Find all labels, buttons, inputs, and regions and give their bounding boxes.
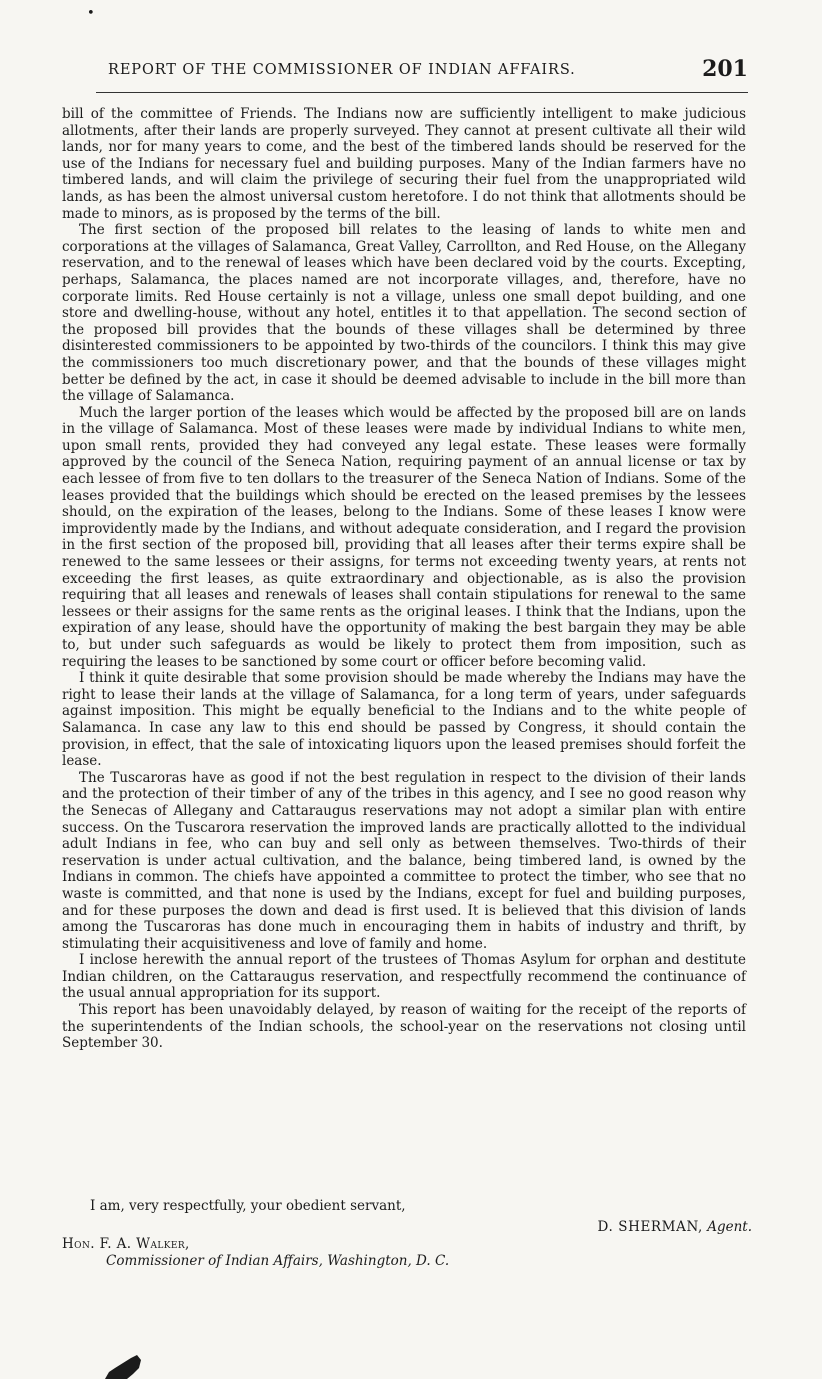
closing xyxy=(62,1198,746,1215)
header-rule xyxy=(96,92,748,93)
paragraph-lease-provision: I think it quite desirable that some provision should be made whereby the Indians may have the right to lease their lands at the village of Salamanca, for a long term of years, under safeguards against imposition. This might be equally beneficial to the Indians and to the white people of Salamanca. In case any law to this end should be passed by Congress, it should contain the provision, in effect, that the sale of intoxicating liquors upon the leased premises should forfeit the lease. xyxy=(62,670,746,770)
signature-title: Agent. xyxy=(707,1219,752,1235)
paragraph-leasing-villages: The first section of the proposed bill relates to the leasing of lands to white men and corporations at the villages of Salamanca, Great Valley, Carrollton, and Red House, on the Allegany reservation, and to the renewal of leases which have been declared void by the courts. Excepting, perhaps, Salamanca, the places named are not incorporate villages, and, therefore, have no corporate limits. Red House certainly is not a village, unless one small depot building, and one store and dwelling-house, without any hotel, entitles it to that appellation. The second section of the proposed bill provides that the bounds of these villages shall be determined by three disinterested commissioners to be appointed by two-thirds of the councilors. I think this may give the commissioners too much discretionary power, and that the bounds of these villages might better be defined by the act, in case it should be deemed advisable to include in the bill more than the village of Salamanca. xyxy=(62,222,746,405)
paragraph-salamanca-leases: Much the larger portion of the leases which would be affected by the proposed bill are on lands in the village of Salamanca. Most of these leases were made by individual Indians to white men, upon small rents, provided they had conveyed any legal estate. These leases were formally approved by the council of the Seneca Nation, requiring payment of an annual license or tax by each lessee of from five to ten dollars to the treasurer of the Seneca Nation of Indians. Some of the leases provided that the buildings which should be erected on the leased premises by the lessees should, on the expiration of the leases, belong to the Indians. Some of these leases I know were improvidently made by the Indians, and without adequate consideration, and I regard the provision in the first section of the proposed bill, providing that all leases after their terms expire shall be renewed to the same lessees or their assigns, for terms not exceeding twenty years, at rents not exceeding the first leases, as quite extraordinary and objectionable, as is also the provision requiring that all leases and renewals of leases shall contain stipulations for renewal to the same lessees or their assigns for the same rents as the original leases. I think that the Indians, upon the expiration of any lease, should have the opportunity of making the best bargain they may be able to, but under such safeguards as would be likely to protect them from imposition, such as requiring the leases to be sanctioned by some court or officer before becoming valid. xyxy=(62,404,746,670)
signature-name: D. SHERMAN, xyxy=(597,1219,703,1235)
signature-block xyxy=(598,1219,752,1235)
paragraph-tuscaroras: The Tuscaroras have as good if not the best regulation in respect to the division of their lands and the protection of their timber of any of the tribes in this agency, and I see no good reason why the Senecas of Allegany and Cattaraugus reservations may not adopt a similar plan with entire success. On the Tuscarora reservation the improved lands are practically allotted to the individual adult Indians in fee, who can buy and sell only as between themselves. Two-thirds of their reservation is under actual cultivation, and the balance, being timbered land, is owned by the Indians in common. The chiefs have appointed a committee to protect the timber, who see that no waste is committed, and that none is used by the Indians, except for fuel and building purposes, and for these purposes the down and dead is first used. It is believed that this division of lands among the Tuscaroras has done much in encouraging them in habits of industry and thrift, by stimulating their acquisitiveness and love of family and home. xyxy=(62,769,746,952)
report-body xyxy=(62,106,746,1052)
ink-blot-mark xyxy=(103,1354,145,1379)
stray-ink-dot: • xyxy=(87,6,95,21)
addressee-block xyxy=(62,1236,746,1270)
addressee-office: Commissioner of Indian Affairs, Washington, D. C. xyxy=(106,1253,450,1269)
running-head: REPORT OF THE COMMISSIONER OF INDIAN AFFAIRS. xyxy=(108,62,576,78)
page-header xyxy=(108,56,748,90)
page-number: 201 xyxy=(702,56,748,82)
addressee-name: Hon. F. A. Walker, xyxy=(62,1236,190,1252)
paragraph-allotments: bill of the committee of Friends. The Indians now are sufficiently intelligent to make judicious allotments, after their lands are properly surveyed. They cannot at present cultivate all their wild lands, nor for many years to come, and the best of the timbered lands should be reserved for the use of the Indians for necessary fuel and building purposes. Many of the Indian farmers have no timbered lands, and will claim the privilege of securing their fuel from the unappropriated wild lands, as has been the almost universal custom heretofore. I do not think that allotments should be made to minors, as is proposed by the terms of the bill. xyxy=(62,106,746,222)
paragraph-report-delay: This report has been unavoidably delayed, by reason of waiting for the receipt of the reports of the superintendents of the Indian schools, the school-year on the reservations not closing until September 30. xyxy=(62,1002,746,1052)
closing-line: I am, very respectfully, your obedient servant, xyxy=(90,1198,406,1214)
paragraph-thomas-asylum: I inclose herewith the annual report of the trustees of Thomas Asylum for orphan and destitute Indian children, on the Cattaraugus reservation, and respectfully recommend the continuance of the usual annual appropriation for its support. xyxy=(62,952,746,1002)
